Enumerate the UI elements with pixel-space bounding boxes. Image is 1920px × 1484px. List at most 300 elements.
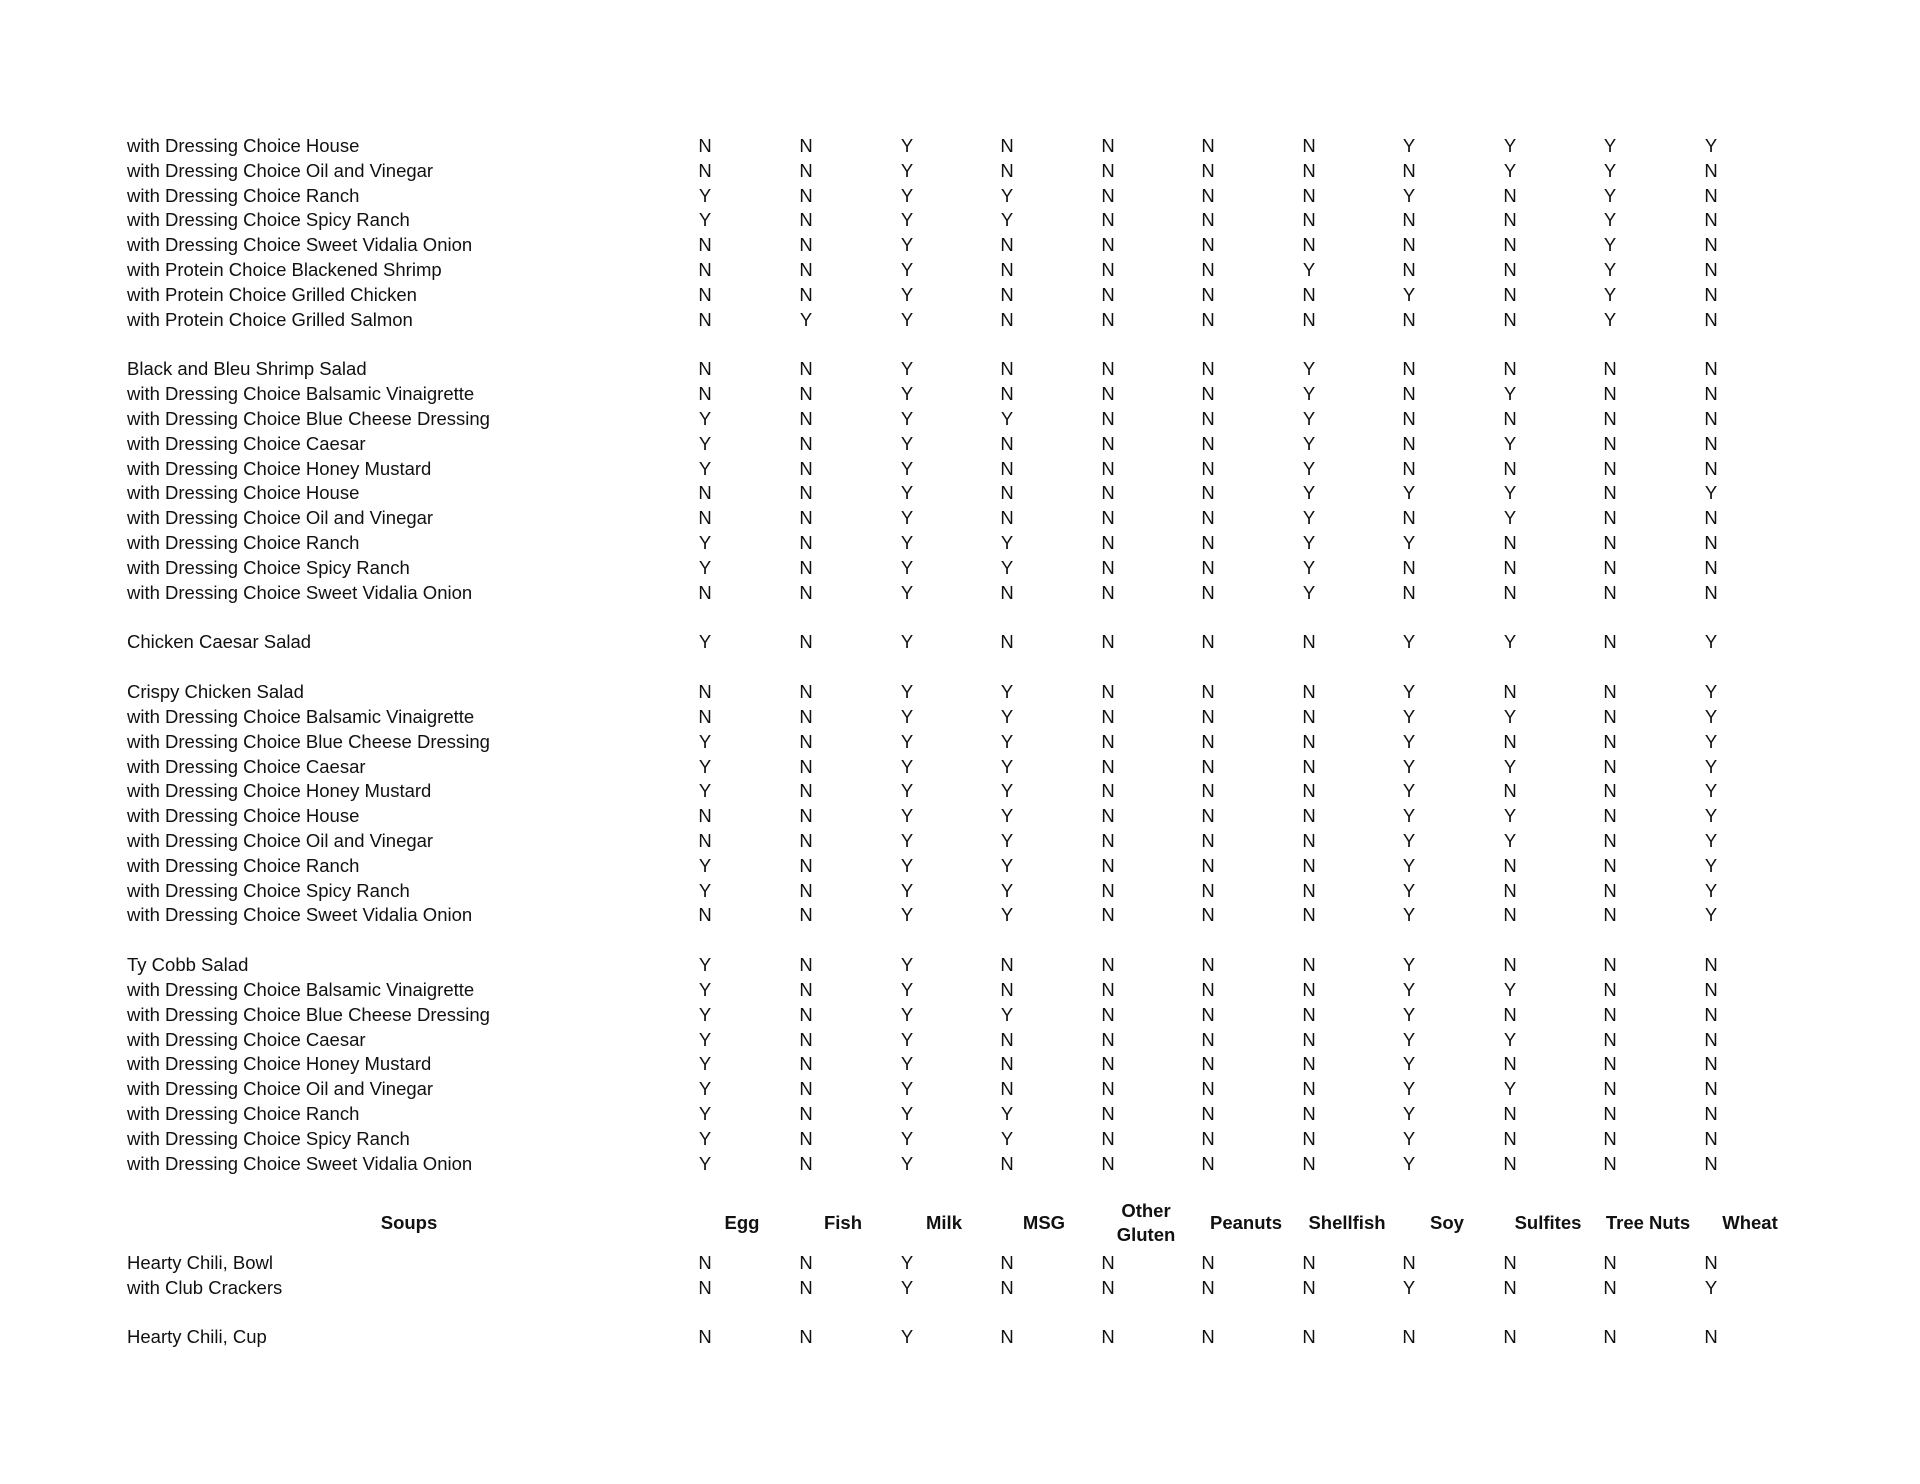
allergen-cell: Y [1402,1003,1416,1025]
column-header: Egg [724,1212,760,1234]
allergen-cell: N [1503,408,1517,430]
item-name: with Dressing Choice Balsamic Vinaigrette [127,705,475,727]
allergen-cell: Y [1704,854,1718,876]
item-name: with Dressing Choice Caesar [127,755,366,777]
table-row [0,803,1920,828]
column-header: Shellfish [1308,1212,1386,1234]
allergen-cell: Y [1402,954,1416,976]
item-name: with Dressing Choice Spicy Ranch [127,879,410,901]
allergen-cell: N [698,283,712,305]
item-name: with Dressing Choice House [127,135,360,156]
allergen-cell: Y [1302,482,1316,504]
allergen-cell: N [1201,482,1215,504]
column-header: Milk [926,1212,962,1234]
item-name: with Dressing Choice Oil and Vinegar [127,1078,434,1100]
allergen-cell: N [1201,854,1215,876]
allergen-cell: Y [1503,1078,1517,1100]
allergen-cell: Y [900,532,914,554]
allergen-cell: Y [1503,383,1517,405]
allergen-cell: Y [900,482,914,504]
allergen-cell: Y [1402,184,1416,206]
allergen-cell: N [1201,879,1215,901]
allergen-cell: N [1000,234,1014,256]
allergen-cell: N [1000,978,1014,1000]
column-header: Soy [1430,1212,1464,1234]
allergen-cell: N [1101,259,1115,281]
allergen-cell: Y [900,1078,914,1100]
table-row [0,1027,1920,1052]
allergen-cell: Y [1704,482,1718,504]
allergen-cell: N [799,184,813,206]
allergen-cell: N [1201,705,1215,727]
allergen-cell: Y [900,184,914,206]
allergen-cell: Y [1000,184,1014,206]
allergen-cell: N [1402,159,1416,181]
allergen-cell: Y [900,383,914,405]
allergen-cell: N [698,705,712,727]
allergen-cell: N [1402,209,1416,231]
allergen-cell: N [799,1053,813,1075]
item-name: with Dressing Choice Sweet Vidalia Onion [127,581,473,603]
table-row [0,977,1920,1002]
allergen-cell: N [1503,283,1517,305]
allergen-cell: N [1101,432,1115,454]
allergen-cell: N [1201,954,1215,976]
allergen-cell: N [1402,308,1416,330]
allergen-cell: N [799,135,813,156]
item-name: with Dressing Choice Ranch [127,532,360,554]
allergen-cell: Y [698,854,712,876]
item-name: with Dressing Choice Blue Cheese Dressing [127,1003,490,1025]
allergen-cell: N [1402,457,1416,479]
allergen-cell: N [799,556,813,578]
allergen-cell: N [1302,904,1316,926]
allergen-cell: N [799,879,813,901]
allergen-cell: Y [698,879,712,901]
table-row [0,480,1920,505]
allergen-cell: Y [1402,283,1416,305]
item-name: with Protein Choice Blackened Shrimp [127,259,442,281]
allergen-cell: N [1101,681,1115,703]
allergen-cell: N [1402,581,1416,603]
allergen-cell: N [799,234,813,256]
allergen-cell: N [1704,978,1718,1000]
allergen-cell: N [1101,283,1115,305]
allergen-cell: N [1704,259,1718,281]
allergen-cell: N [1603,482,1617,504]
allergen-cell: Y [1704,829,1718,851]
allergen-cell: N [1000,1028,1014,1050]
allergen-cell: Y [1402,879,1416,901]
allergen-cell: N [1503,358,1517,380]
allergen-cell: N [1503,259,1517,281]
item-name: Black and Bleu Shrimp Salad [127,358,367,380]
allergen-cell: N [1000,159,1014,181]
item-name: with Dressing Choice Ranch [127,1102,360,1124]
allergen-cell: N [1201,829,1215,851]
allergen-cell: N [1603,730,1617,752]
allergen-cell: Y [900,805,914,827]
allergen-cell: N [799,1127,813,1149]
allergen-cell: Y [1402,1127,1416,1149]
allergen-cell: Y [698,631,712,653]
allergen-cell: N [799,681,813,703]
item-name: with Dressing Choice Blue Cheese Dressing [127,730,490,752]
table-row [0,1101,1920,1126]
item-name: with Dressing Choice Sweet Vidalia Onion [127,234,473,256]
allergen-cell: N [1402,1251,1416,1273]
allergen-cell: N [1101,1028,1115,1050]
table-row [0,1275,1920,1300]
allergen-cell: N [1402,259,1416,281]
allergen-cell: Y [1000,780,1014,802]
allergen-cell: Y [698,978,712,1000]
allergen-cell: Y [698,1078,712,1100]
allergen-cell: N [1101,755,1115,777]
allergen-cell: Y [1603,135,1617,156]
allergen-cell: Y [1302,358,1316,380]
allergen-cell: Y [1000,209,1014,231]
allergen-cell: Y [900,681,914,703]
allergen-cell: N [1201,1102,1215,1124]
allergen-cell: N [1201,581,1215,603]
allergen-cell: Y [900,259,914,281]
allergen-cell: N [1201,904,1215,926]
allergen-cell: N [1302,135,1316,156]
allergen-cell: N [1503,532,1517,554]
allergen-cell: Y [900,1276,914,1298]
allergen-cell: N [1704,184,1718,206]
allergen-cell: N [1302,234,1316,256]
allergen-cell: N [1302,829,1316,851]
allergen-cell: N [1101,1127,1115,1149]
allergen-cell: N [799,457,813,479]
allergen-cell: N [799,1326,813,1348]
allergen-cell: Y [1402,780,1416,802]
allergen-cell: Y [1503,432,1517,454]
allergen-cell: Y [1302,507,1316,529]
allergen-cell: Y [1302,259,1316,281]
allergen-cell: N [799,408,813,430]
allergen-cell: N [1503,730,1517,752]
allergen-cell: N [1101,209,1115,231]
allergen-cell: N [1000,1251,1014,1273]
allergen-cell: N [1503,1326,1517,1348]
table-row [0,1076,1920,1101]
allergen-cell: Y [1704,1276,1718,1298]
allergen-cell: Y [1503,805,1517,827]
allergen-cell: Y [1402,1276,1416,1298]
table-row [0,356,1920,381]
allergen-cell: Y [900,829,914,851]
allergen-cell: N [799,209,813,231]
allergen-cell: Y [1302,408,1316,430]
allergen-cell: N [1000,1053,1014,1075]
allergen-cell: N [799,755,813,777]
allergen-cell: N [1503,556,1517,578]
allergen-cell: N [1101,1152,1115,1174]
allergen-cell: N [1101,308,1115,330]
allergen-cell: N [1000,259,1014,281]
item-name: with Dressing Choice Honey Mustard [127,780,432,802]
allergen-cell: N [1402,408,1416,430]
allergen-cell: Y [698,1053,712,1075]
allergen-cell: N [799,507,813,529]
allergen-cell: N [1704,383,1718,405]
allergen-cell: Y [1000,1003,1014,1025]
allergen-cell: N [1000,482,1014,504]
allergen-cell: N [1603,755,1617,777]
allergen-cell: Y [900,1326,914,1348]
allergen-cell: N [698,805,712,827]
allergen-cell: N [1302,879,1316,901]
allergen-cell: N [1302,730,1316,752]
allergen-cell: Y [900,283,914,305]
allergen-cell: N [1402,556,1416,578]
allergen-cell: N [1503,1127,1517,1149]
allergen-cell: Y [900,556,914,578]
allergen-cell: N [1000,308,1014,330]
allergen-cell: N [799,829,813,851]
allergen-cell: N [1503,879,1517,901]
allergen-cell: N [1101,135,1115,156]
allergen-cell: N [1704,556,1718,578]
allergen-cell: N [1101,854,1115,876]
item-name: with Dressing Choice Balsamic Vinaigrette [127,383,475,405]
allergen-cell: N [1101,581,1115,603]
allergen-cell: N [799,482,813,504]
allergen-cell: N [1101,234,1115,256]
allergen-cell: N [1302,681,1316,703]
allergen-cell: N [799,259,813,281]
allergen-cell: N [1603,1003,1617,1025]
allergen-cell: Y [698,532,712,554]
allergen-cell: N [799,432,813,454]
allergen-cell: Y [1000,1127,1014,1149]
allergen-cell: N [1503,184,1517,206]
allergen-cell: N [698,1326,712,1348]
table-row [0,505,1920,530]
allergen-cell: N [1704,532,1718,554]
allergen-cell: N [1101,1078,1115,1100]
allergen-cell: N [1603,879,1617,901]
allergen-cell: Y [1704,705,1718,727]
allergen-cell: Y [1402,805,1416,827]
allergen-cell: Y [900,507,914,529]
allergen-cell: N [1101,1102,1115,1124]
allergen-cell: N [1503,904,1517,926]
allergen-cell: N [1704,408,1718,430]
allergen-cell: N [1201,730,1215,752]
allergen-cell: N [1101,556,1115,578]
allergen-cell: Y [900,408,914,430]
allergen-cell: N [1402,358,1416,380]
item-name: with Dressing Choice Honey Mustard [127,457,432,479]
allergen-cell: N [1201,681,1215,703]
column-header: Tree Nuts [1605,1212,1691,1234]
allergen-cell: N [1302,705,1316,727]
allergen-cell: Y [698,184,712,206]
allergen-cell: Y [1000,532,1014,554]
allergen-cell: N [799,283,813,305]
allergen-cell: Y [1402,1028,1416,1050]
allergen-cell: N [1201,1028,1215,1050]
allergen-cell: N [799,1078,813,1100]
allergen-cell: N [1302,780,1316,802]
allergen-cell: Y [698,1152,712,1174]
allergen-cell: N [1101,879,1115,901]
item-name: Hearty Chili, Cup [127,1326,267,1348]
allergen-cell: N [1603,1028,1617,1050]
table-row [0,778,1920,803]
item-name: with Dressing Choice Oil and Vinegar [127,159,434,181]
allergen-cell: N [1603,383,1617,405]
item-name: with Dressing Choice Sweet Vidalia Onion [127,904,473,926]
allergen-cell: N [1302,159,1316,181]
allergen-cell: N [1704,1102,1718,1124]
allergen-cell: Y [698,954,712,976]
allergen-cell: Y [1503,755,1517,777]
table-row [0,257,1920,282]
allergen-cell: N [1201,259,1215,281]
allergen-cell: Y [1000,1102,1014,1124]
allergen-cell: Y [900,135,914,156]
allergen-cell: N [1603,705,1617,727]
allergen-cell: Y [1503,507,1517,529]
allergen-cell: N [1603,1102,1617,1124]
allergen-cell: N [1101,532,1115,554]
allergen-cell: N [1704,432,1718,454]
allergen-cell: N [1201,556,1215,578]
table-row [0,207,1920,232]
allergen-cell: N [1201,631,1215,653]
allergen-cell: Y [900,854,914,876]
table-row [0,282,1920,307]
allergen-cell: Y [698,755,712,777]
table-row [0,1324,1920,1349]
table-row [0,232,1920,257]
allergen-cell: Y [1603,209,1617,231]
allergen-cell: N [1704,1078,1718,1100]
allergen-cell: Y [900,1003,914,1025]
allergen-cell: Y [900,234,914,256]
allergen-cell: N [1503,954,1517,976]
allergen-cell: N [799,1028,813,1050]
allergen-cell: N [698,1251,712,1273]
allergen-cell: N [1603,805,1617,827]
allergen-cell: N [799,705,813,727]
allergen-cell: N [1201,1326,1215,1348]
table-row [0,754,1920,779]
allergen-cell: N [698,482,712,504]
allergen-cell: N [1201,457,1215,479]
column-header: Wheat [1722,1212,1778,1234]
allergen-cell: N [799,1152,813,1174]
allergen-cell: Y [1302,457,1316,479]
allergen-cell: N [1302,954,1316,976]
allergen-cell: Y [1402,978,1416,1000]
allergen-cell: Y [1402,482,1416,504]
allergen-cell: Y [1603,308,1617,330]
allergen-cell: N [1603,532,1617,554]
allergen-cell: N [799,904,813,926]
allergen-cell: N [1000,954,1014,976]
allergen-cell: N [698,1276,712,1298]
item-name: with Dressing Choice Ranch [127,854,360,876]
allergen-cell: Y [1302,432,1316,454]
table-row [0,729,1920,754]
column-header: MSG [1022,1212,1066,1234]
allergen-cell: Y [698,1102,712,1124]
allergen-cell: N [1201,283,1215,305]
allergen-cell: N [698,681,712,703]
table-row [0,952,1920,977]
allergen-cell: N [1603,1152,1617,1174]
table-row [0,902,1920,927]
allergen-cell: N [1201,432,1215,454]
allergen-cell: Y [698,1127,712,1149]
allergen-cell: N [799,532,813,554]
table-row [0,580,1920,605]
allergen-cell: Y [1402,755,1416,777]
allergen-cell: N [1704,1251,1718,1273]
allergen-cell: N [1201,234,1215,256]
allergen-cell: Y [900,209,914,231]
allergen-cell: N [1201,408,1215,430]
item-name: with Dressing Choice Ranch [127,184,360,206]
allergen-cell: N [698,234,712,256]
allergen-cell: N [1201,1251,1215,1273]
allergen-cell: Y [1503,159,1517,181]
allergen-cell: N [1000,283,1014,305]
allergen-cell: N [1201,1127,1215,1149]
allergen-cell: N [1603,507,1617,529]
allergen-cell: Y [1000,681,1014,703]
allergen-cell: N [1302,1127,1316,1149]
allergen-cell: N [1101,730,1115,752]
allergen-cell: N [1101,408,1115,430]
allergen-cell: N [1000,358,1014,380]
allergen-cell: Y [698,780,712,802]
allergen-cell: Y [1704,805,1718,827]
allergen-cell: N [1101,631,1115,653]
allergen-cell: N [799,1276,813,1298]
allergen-cell: N [799,1102,813,1124]
table-row [0,431,1920,456]
allergen-cell: Y [1302,556,1316,578]
allergen-cell: N [1101,482,1115,504]
allergen-cell: N [1000,135,1014,156]
allergen-cell: Y [1000,556,1014,578]
allergen-cell: Y [1000,755,1014,777]
allergen-cell: N [1503,581,1517,603]
allergen-cell: N [799,780,813,802]
allergen-cell: Y [900,954,914,976]
allergen-cell: N [799,730,813,752]
allergen-cell: N [1503,1251,1517,1273]
allergen-cell: N [1302,631,1316,653]
allergen-cell: N [1000,1152,1014,1174]
allergen-cell: Y [900,308,914,330]
allergen-cell: N [1201,1003,1215,1025]
allergen-cell: N [1704,1003,1718,1025]
allergen-cell: N [1503,1276,1517,1298]
table-row [0,1002,1920,1027]
item-name: Chicken Caesar Salad [127,631,312,653]
allergen-cell: N [1101,1053,1115,1075]
allergen-cell: N [799,383,813,405]
allergen-cell: N [698,383,712,405]
